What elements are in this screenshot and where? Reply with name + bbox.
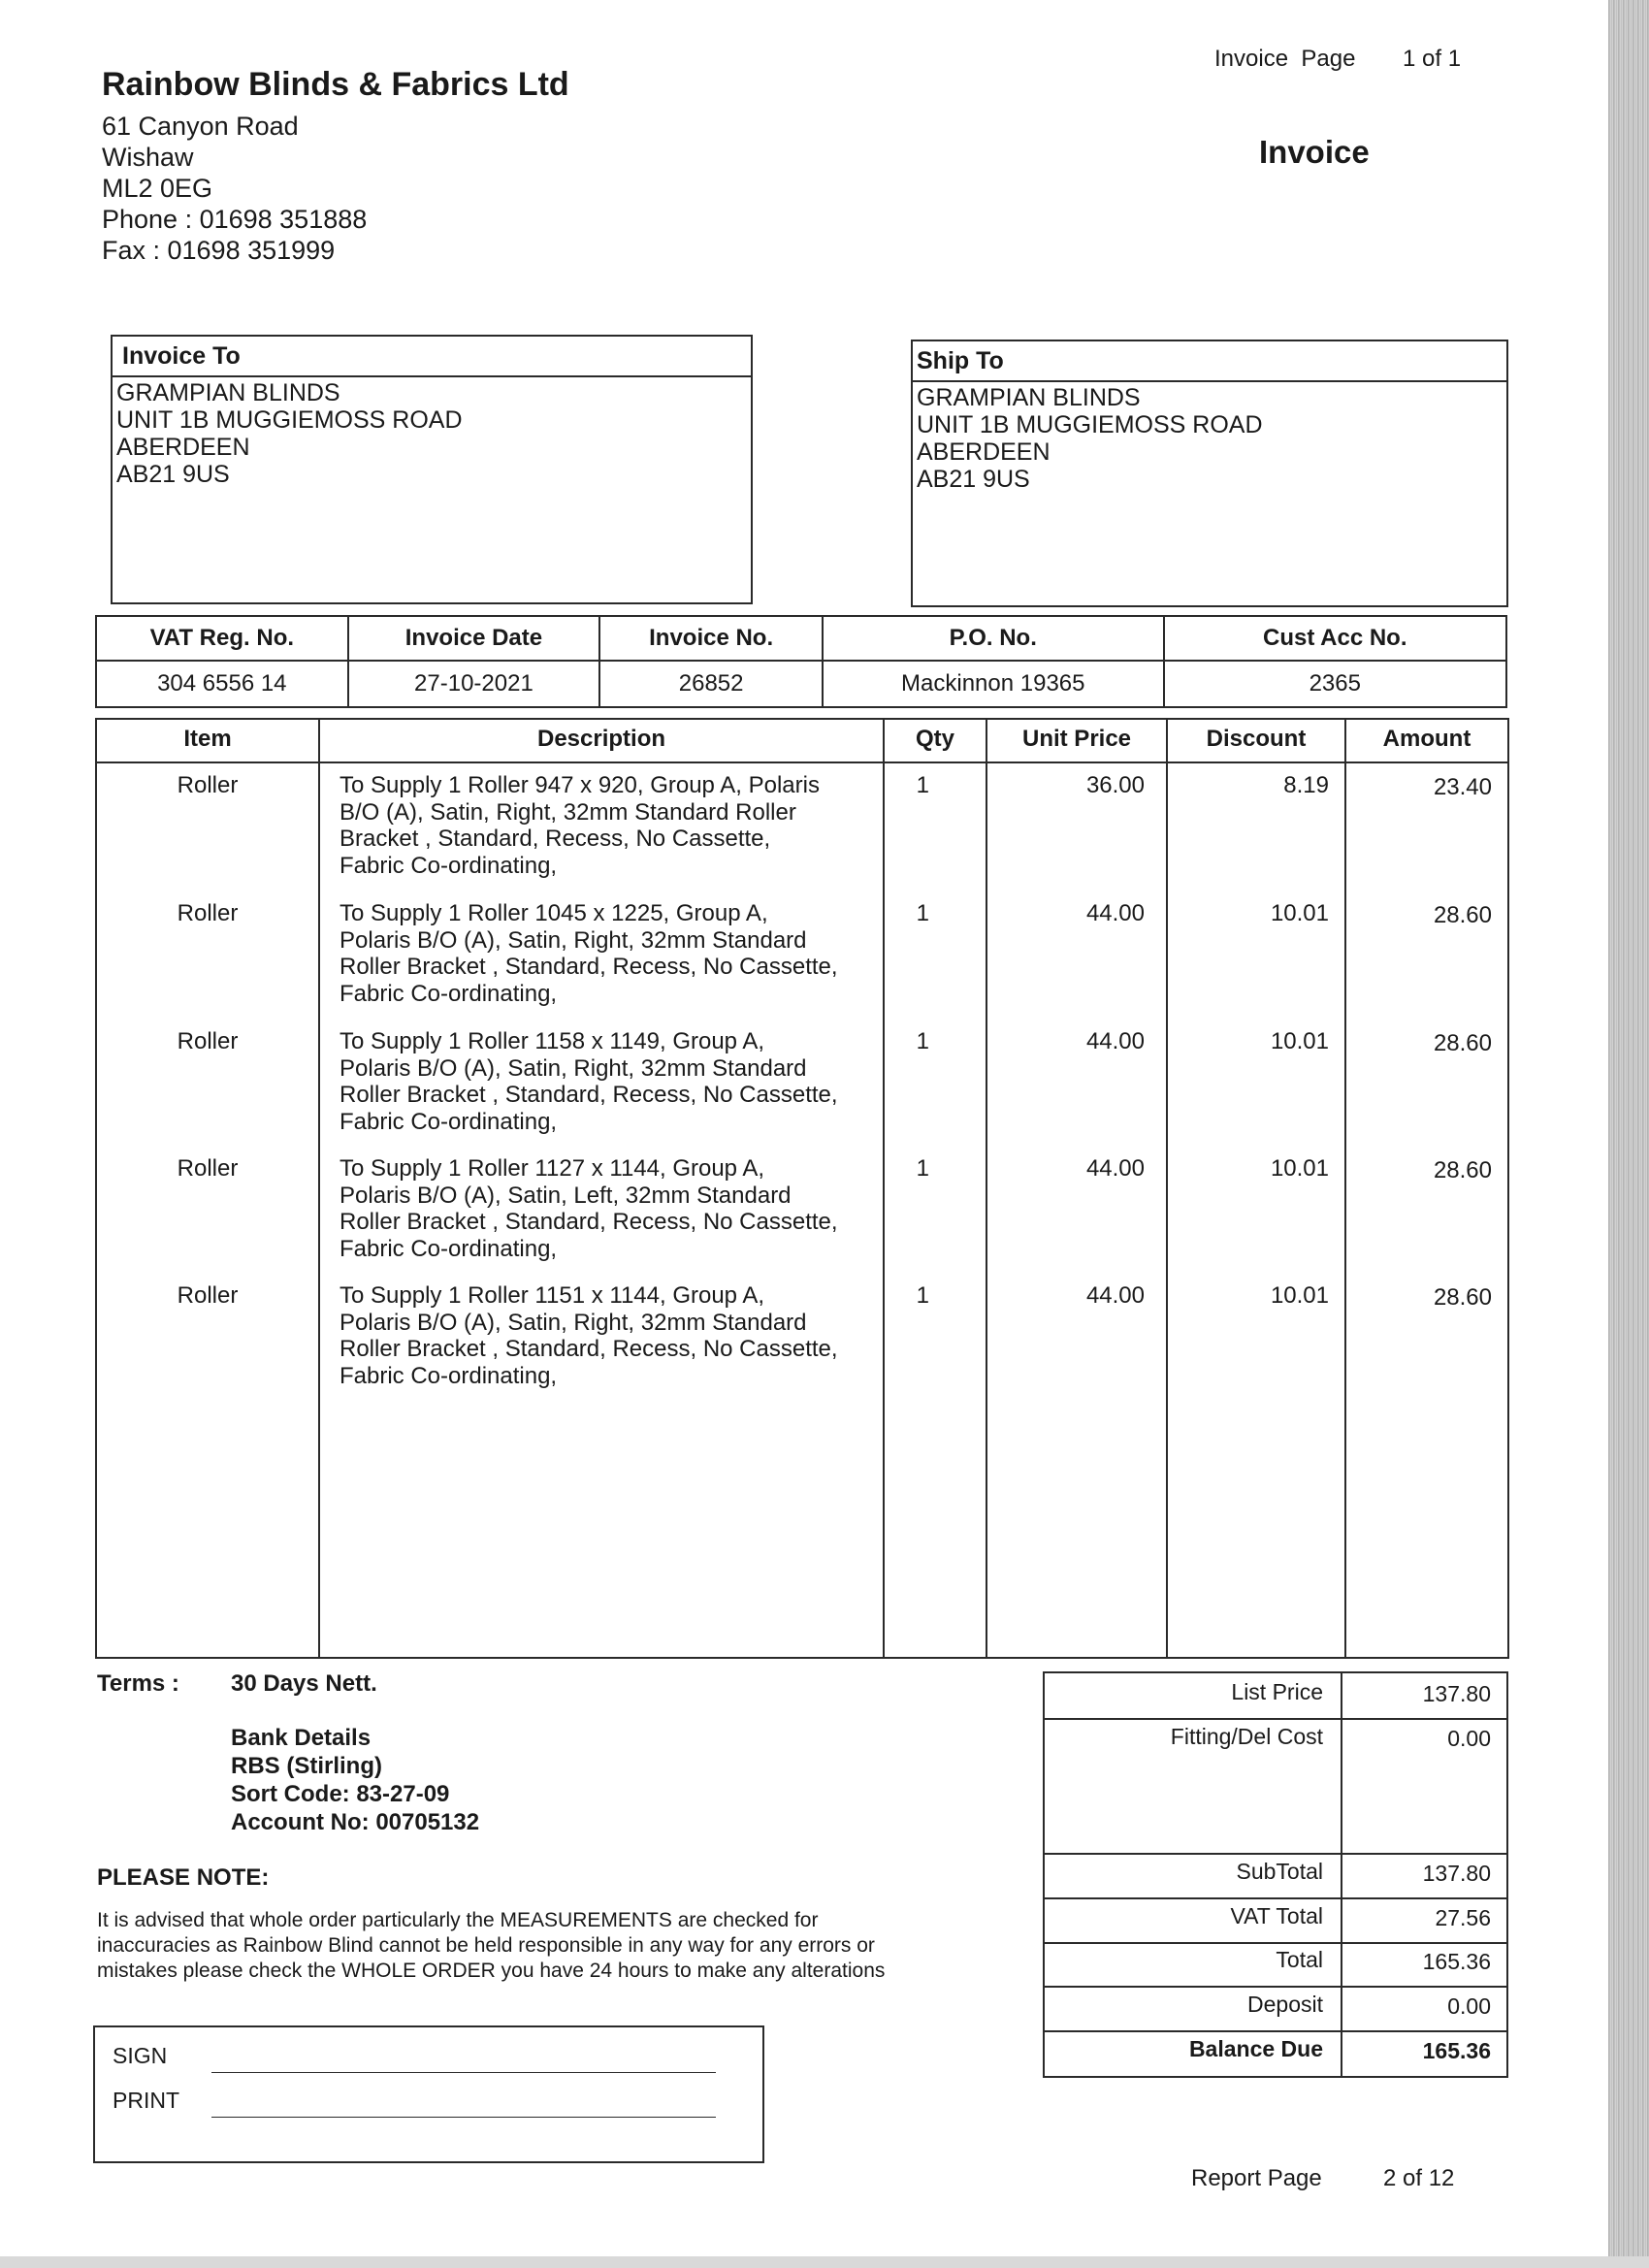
ship-to-line: GRAMPIAN BLINDS	[917, 384, 1141, 411]
description-line: Roller Bracket , Standard, Recess, No Cassette,	[340, 954, 838, 980]
invoice-meta-table	[95, 615, 1507, 708]
description-line: Fabric Co-ordinating,	[340, 980, 558, 1007]
vat-total-value: 27.56	[1435, 1905, 1491, 1930]
item-cell: Roller	[177, 900, 239, 926]
description-line: Bracket , Standard, Recess, No Cassette,	[340, 826, 771, 852]
list-price-value: 137.80	[1422, 1681, 1491, 1706]
amount-cell: 28.60	[1433, 1157, 1492, 1183]
cust-acc-header: Cust Acc No.	[1164, 616, 1506, 661]
report-page-value: 2 of 12	[1383, 2165, 1455, 2191]
please-note-text	[97, 1908, 1028, 1984]
invoice-to-line: UNIT 1B MUGGIEMOSS ROAD	[116, 406, 463, 434]
ship-to-line: ABERDEEN	[917, 438, 1051, 466]
vat-reg-header: VAT Reg. No.	[96, 616, 348, 661]
discount-cell: 10.01	[1270, 1155, 1329, 1182]
invoice-title: Invoice	[1259, 134, 1370, 170]
discount-column-header: Discount	[1206, 726, 1307, 752]
subtotal-label: SubTotal	[1236, 1859, 1323, 1884]
discount-cell: 10.01	[1270, 1282, 1329, 1309]
description-line: Roller Bracket , Standard, Recess, No Cassette,	[340, 1336, 838, 1362]
invoice-date-value: 27-10-2021	[348, 661, 600, 707]
invoice-page-value: 1 of 1	[1403, 46, 1462, 72]
description-line: B/O (A), Satin, Right, 32mm Standard Roller	[340, 798, 796, 826]
table-row	[97, 1028, 1507, 1156]
description-line: Polaris B/O (A), Satin, Right, 32mm Standard	[340, 926, 807, 954]
invoice-page-label: Invoice Page	[1214, 46, 1356, 72]
discount-cell: 10.01	[1270, 900, 1329, 926]
unit-price-cell: 44.00	[1085, 1155, 1145, 1182]
note-line: mistakes please check the WHOLE ORDER you have 24 hours to make any alterations	[97, 1960, 886, 1982]
description-line: Roller Bracket , Standard, Recess, No Cassette,	[340, 1209, 838, 1235]
item-cell: Roller	[177, 1155, 239, 1182]
description-line: To Supply 1 Roller 1151 x 1144, Group A,	[340, 1282, 765, 1309]
total-value: 165.36	[1422, 1949, 1491, 1974]
subtotal-value: 137.80	[1422, 1861, 1491, 1886]
balance-due-value: 165.36	[1422, 2038, 1491, 2063]
deposit-value: 0.00	[1447, 1993, 1491, 2019]
note-line: It is advised that whole order particularly the MEASUREMENTS are checked for	[97, 1909, 819, 1931]
company-address-line-3: ML2 0EG	[102, 174, 213, 203]
description-line: To Supply 1 Roller 947 x 920, Group A, Polaris	[340, 772, 820, 798]
discount-cell: 8.19	[1283, 772, 1329, 798]
vat-reg-value: 304 6556 14	[96, 661, 348, 707]
description-line: To Supply 1 Roller 1045 x 1225, Group A,	[340, 900, 768, 926]
amount-cell: 28.60	[1433, 1284, 1492, 1311]
unit-price-cell: 44.00	[1085, 900, 1145, 926]
unit-price-cell: 36.00	[1085, 772, 1145, 798]
print-label: PRINT	[113, 2088, 179, 2113]
deposit-label: Deposit	[1247, 1992, 1323, 2017]
terms-label: Terms :	[97, 1670, 179, 1697]
scan-bottom-edge	[0, 2256, 1649, 2268]
amount-cell: 28.60	[1433, 902, 1492, 928]
invoice-to-line: ABERDEEN	[116, 434, 250, 461]
qty-cell: 1	[916, 772, 929, 798]
qty-cell: 1	[916, 1155, 929, 1182]
discount-cell: 10.01	[1270, 1028, 1329, 1054]
description-line: Polaris B/O (A), Satin, Right, 32mm Standard	[340, 1309, 807, 1336]
sign-label: SIGN	[113, 2043, 168, 2068]
unit-price-cell: 44.00	[1085, 1282, 1145, 1309]
po-no-value: Mackinnon 19365	[823, 661, 1164, 707]
fitting-del-cost-value: 0.00	[1447, 1726, 1491, 1751]
company-address-line-2: Wishaw	[102, 143, 194, 172]
scan-edge	[1608, 0, 1649, 2268]
unit-price-cell: 44.00	[1085, 1028, 1145, 1054]
qty-cell: 1	[916, 1282, 929, 1309]
item-cell: Roller	[177, 1282, 239, 1309]
table-row	[97, 1155, 1507, 1283]
terms-value: 30 Days Nett.	[231, 1670, 377, 1697]
table-row	[97, 772, 1507, 900]
description-line: Fabric Co-ordinating,	[340, 852, 558, 879]
print-line[interactable]	[211, 2117, 716, 2118]
company-fax: Fax : 01698 351999	[102, 236, 336, 265]
note-line: inaccuracies as Rainbow Blind cannot be held responsible in any way for any errors or	[97, 1934, 875, 1957]
description-line: Fabric Co-ordinating,	[340, 1362, 558, 1389]
description-cell	[340, 1282, 980, 1389]
bank-details-heading: Bank Details	[231, 1725, 372, 1751]
invoice-no-header: Invoice No.	[599, 616, 823, 661]
table-row	[97, 1282, 1507, 1410]
amount-cell: 28.60	[1433, 1030, 1492, 1056]
description-line: Polaris B/O (A), Satin, Right, 32mm Standard	[340, 1054, 807, 1082]
description-column-header: Description	[536, 726, 666, 752]
po-no-header: P.O. No.	[823, 616, 1164, 661]
invoice-date-header: Invoice Date	[348, 616, 600, 661]
description-line: Fabric Co-ordinating,	[340, 1108, 558, 1135]
ship-to-line: UNIT 1B MUGGIEMOSS ROAD	[917, 411, 1263, 438]
item-cell: Roller	[177, 772, 239, 798]
table-row	[97, 900, 1507, 1028]
item-cell: Roller	[177, 1028, 239, 1054]
description-cell	[340, 1028, 980, 1135]
list-price-label: List Price	[1231, 1679, 1323, 1704]
qty-cell: 1	[916, 1028, 929, 1054]
bank-name: RBS (Stirling)	[231, 1753, 382, 1779]
please-note-heading: PLEASE NOTE:	[97, 1864, 270, 1891]
description-line: To Supply 1 Roller 1158 x 1149, Group A,	[340, 1028, 765, 1054]
qty-column-header: Qty	[915, 726, 954, 752]
sign-line[interactable]	[211, 2072, 716, 2073]
description-cell	[340, 772, 980, 879]
ship-to-box	[911, 340, 1508, 607]
description-line: Roller Bracket , Standard, Recess, No Cassette,	[340, 1082, 838, 1108]
report-page-label: Report Page	[1191, 2165, 1322, 2191]
ship-to-heading: Ship To	[913, 341, 1506, 382]
company-address-line-1: 61 Canyon Road	[102, 112, 299, 141]
cust-acc-value: 2365	[1164, 661, 1506, 707]
invoice-no-value: 26852	[599, 661, 823, 707]
amount-cell: 23.40	[1433, 774, 1492, 800]
description-line: To Supply 1 Roller 1127 x 1144, Group A,	[340, 1155, 765, 1182]
item-column-header: Item	[183, 726, 232, 752]
company-phone: Phone : 01698 351888	[102, 205, 368, 234]
balance-due-label: Balance Due	[1188, 2036, 1323, 2061]
description-cell	[340, 1155, 980, 1262]
description-line: Fabric Co-ordinating,	[340, 1235, 558, 1262]
amount-column-header: Amount	[1382, 726, 1471, 752]
total-label: Total	[1276, 1947, 1323, 1972]
sort-code: Sort Code: 83-27-09	[231, 1781, 450, 1807]
totals-box	[1043, 1671, 1508, 2078]
vat-total-label: VAT Total	[1230, 1903, 1323, 1928]
invoice-to-line: GRAMPIAN BLINDS	[116, 379, 340, 406]
invoice-to-heading: Invoice To	[113, 337, 751, 377]
company-name: Rainbow Blinds & Fabrics Ltd	[102, 66, 569, 103]
unit-price-column-header: Unit Price	[1021, 726, 1132, 752]
ship-to-line: AB21 9US	[917, 466, 1030, 493]
description-cell	[340, 900, 980, 1007]
description-line: Polaris B/O (A), Satin, Left, 32mm Standard	[340, 1182, 792, 1209]
invoice-to-line: AB21 9US	[116, 461, 230, 488]
line-items-table	[95, 718, 1509, 1659]
invoice-to-box	[111, 335, 753, 604]
signature-box	[93, 2025, 764, 2163]
fitting-del-cost-label: Fitting/Del Cost	[1170, 1724, 1323, 1749]
qty-cell: 1	[916, 900, 929, 926]
account-number: Account No: 00705132	[231, 1809, 480, 1835]
